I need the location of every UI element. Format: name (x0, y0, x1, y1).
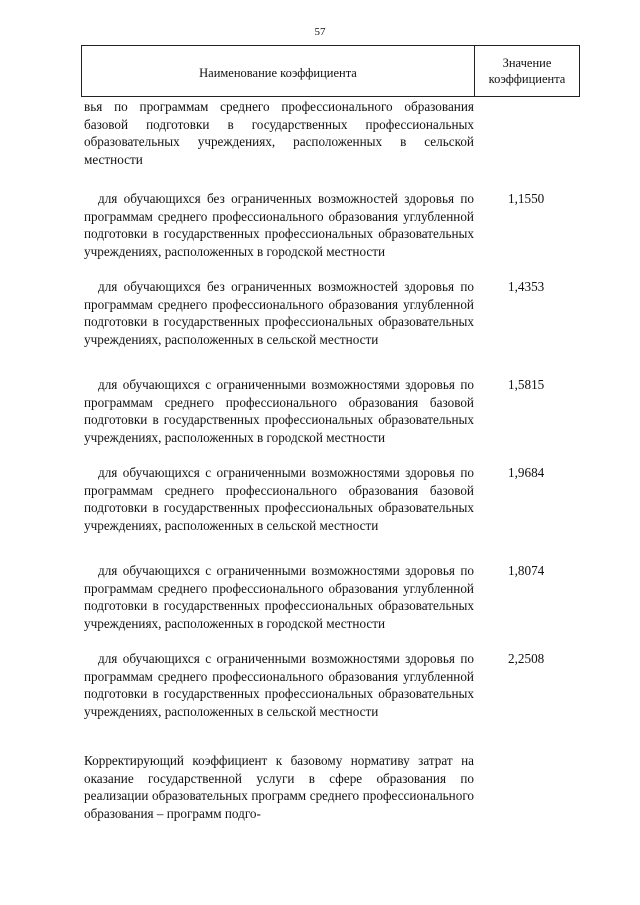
row-text: для обучающихся без ограниченных возможностей здоровья по программам среднего профессионального образования углубленной подготовки в государственных профессиональных образовательных учреждениях, расположенных в городской местности (84, 191, 474, 259)
row-text: для обучающихся с ограниченными возможностями здоровья по программам среднего профессионального образования базовой подготовки в государственных профессиональных образовательных учреждениях, расположенных в сельской местности (84, 465, 474, 533)
table-row (84, 376, 564, 446)
table-header (81, 45, 580, 97)
row-text: для обучающихся с ограниченными возможностями здоровья по программам среднего профессионального образования углубленной подготовки в государственных профессиональных образовательных учреждениях, расположенных в городской местности (84, 563, 474, 631)
header-coefficient-name: Наименование коэффициента (82, 46, 475, 96)
row-value: 1,9684 (508, 465, 545, 480)
continuation-text: вья по программам среднего профессионального образования базовой подготовки в государственных профессиональных образовательных учреждениях, расположенных в сельской местности (84, 99, 474, 167)
row-text: для обучающихся с ограниченными возможностями здоровья по программам среднего профессионального образования базовой подготовки в государственных профессиональных образовательных учреждениях, расположенных в городской местности (84, 377, 474, 445)
row-text: для обучающихся с ограниченными возможностями здоровья по программам среднего профессионального образования углубленной подготовки в государственных профессиональных образовательных учреждениях, расположенных в сельской местности (84, 651, 474, 719)
row-value: 1,5815 (508, 377, 545, 392)
table-row (84, 190, 564, 260)
table-row (84, 464, 564, 534)
row-value: 1,4353 (508, 279, 545, 294)
coefficient-table (81, 45, 580, 97)
table-row (84, 278, 564, 348)
row-value: 1,1550 (508, 191, 545, 206)
corrective-coefficient-paragraph: Корректирующий коэффициент к базовому нормативу затрат на оказание государственной услуги в сфере образования по реализации образовательных программ среднего профессионального образования – программ подго- (84, 753, 474, 821)
row-value: 2,2508 (508, 651, 545, 666)
row-value: 1,8074 (508, 563, 545, 578)
row-text: для обучающихся без ограниченных возможностей здоровья по программам среднего профессионального образования углубленной подготовки в государственных профессиональных образовательных учреждениях, расположенных в сельской местности (84, 279, 474, 347)
table-row (84, 650, 564, 720)
page-number: 57 (314, 26, 326, 38)
header-coefficient-value: Значение коэффициента (488, 56, 566, 86)
table-row (84, 562, 564, 632)
